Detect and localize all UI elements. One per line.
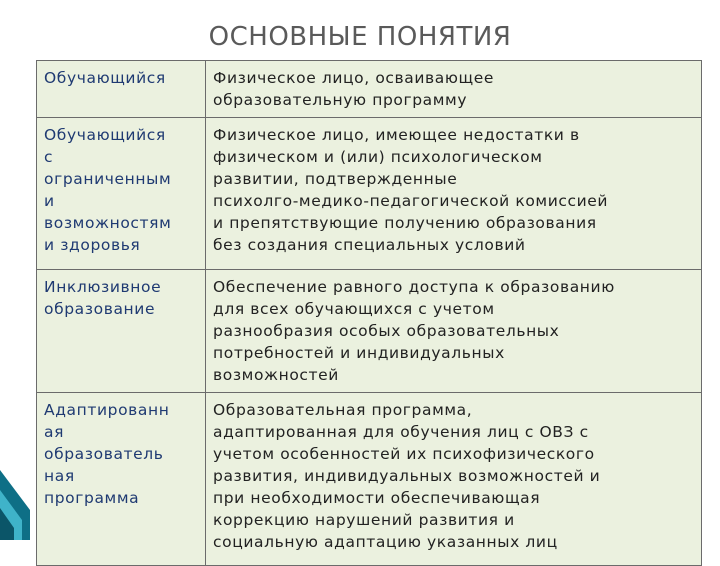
term-cell	[37, 270, 206, 393]
term-line: и	[44, 192, 55, 210]
term-line: образование	[44, 300, 156, 318]
definition-line: физическом и (или) психологическом	[213, 148, 543, 166]
definition-line: разнообразия особых образовательных	[213, 322, 560, 340]
definition-cell	[206, 61, 702, 118]
definition-line: развитии, подтвержденные	[213, 170, 458, 188]
definition-line: без создания специальных условий	[213, 236, 526, 254]
term-line: и здоровья	[44, 236, 141, 254]
definition-line: при необходимости обеспечивающая	[213, 489, 541, 507]
decorative-corner-shape	[0, 450, 36, 540]
term-line: программа	[44, 489, 140, 507]
term-line: Обучающийся	[44, 126, 166, 144]
term-line: образователь	[44, 445, 164, 463]
definition-line: адаптированная для обучения лиц с ОВЗ с	[213, 423, 589, 441]
definition-line: социальную адаптацию указанных лиц	[213, 533, 558, 551]
term-line: Адаптированн	[44, 401, 170, 419]
definition-line: Обеспечение равного доступа к образованию	[213, 278, 615, 296]
term-line: возможностям	[44, 214, 172, 232]
term-cell	[37, 118, 206, 270]
definition-line: развития, индивидуальных возможностей и	[213, 467, 601, 485]
term-line: Инклюзивное	[44, 278, 162, 296]
definition-line: возможностей	[213, 366, 339, 384]
definition-line: Образовательная программа,	[213, 401, 473, 419]
definition-line: коррекцию нарушений развития и	[213, 511, 515, 529]
definition-line: Физическое лицо, осваивающее	[213, 69, 494, 87]
definition-line: потребностей и индивидуальных	[213, 344, 505, 362]
definition-cell	[206, 270, 702, 393]
definition-line: образовательную программу	[213, 91, 468, 109]
term-line: ая	[44, 423, 65, 441]
definitions-table	[36, 60, 702, 566]
term-line: с	[44, 148, 54, 166]
definition-line: учетом особенностей их психофизического	[213, 445, 595, 463]
definition-line: психолго-медико-педагогической комиссией	[213, 192, 609, 210]
table-row	[37, 270, 702, 393]
definition-line: и препятствующие получению образования	[213, 214, 597, 232]
term-line: ная	[44, 467, 75, 485]
table-row	[37, 118, 702, 270]
definition-cell	[206, 118, 702, 270]
term-cell	[37, 61, 206, 118]
page-title: ОСНОВНЫЕ ПОНЯТИЯ	[208, 22, 512, 52]
definition-line: Физическое лицо, имеющее недостатки в	[213, 126, 580, 144]
definition-line: для всех обучающихся с учетом	[213, 300, 495, 318]
term-line: ограниченным	[44, 170, 172, 188]
table-row	[37, 61, 702, 118]
term-line: Обучающийся	[44, 69, 166, 87]
